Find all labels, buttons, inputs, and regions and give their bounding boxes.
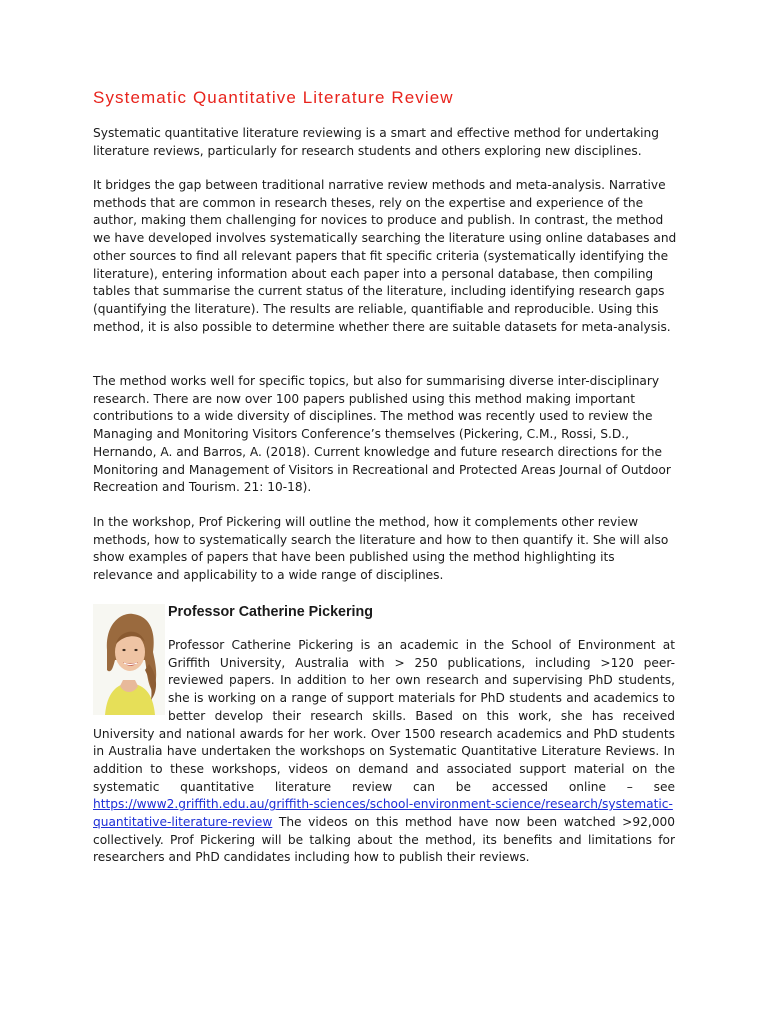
videos-link[interactable]: https://www2.griffith.edu.au/griffith-sciences/school-environment-science/research/systematic-quantitative-literature-review <box>93 797 673 830</box>
bio-text-part: Professor Catherine Pickering is an academic in the School of Environment at Griffith University, Australia with > 250 publications, including >120 peer-reviewed papers. In addition to her own research and supervising PhD students, she is working on a range of support materials for PhD students and academics to better develop their research skills. Based on this work, she has received University and national awards for her work. Over 1500 research academics and PhD students in Australia have undertaken the workshops on Systematic Quantitative Literature Reviews. In addition to these workshops, videos on demand and associated support material on the systematic quantitative literature review can be accessed online – see <box>93 638 675 794</box>
presenter-photo <box>93 604 165 715</box>
method-paragraph: It bridges the gap between traditional narrative review methods and meta-analysis. Narrative methods that are common in research theses, rely on the expertise and experience of the author, making them challenging for novices to produce and publish. In contrast, the method we have developed involves systematically searching the literature using online databases and other sources to find all relevant papers that fit specific criteria (systematically identifying the literature), entering information about each paper into a personal database, then compiling tables that summarise the current status of the literature, including identifying research gaps (quantifying the literature). The results are reliable, quantifiable and reproducible. Using this method, it is also possible to determine whether there are suitable datasets for meta-analysis. <box>93 178 677 334</box>
presenter-bio <box>93 602 675 867</box>
workshop-paragraph: In the workshop, Prof Pickering will outline the method, how it complements other review methods, how to systematically search the literature and how to then quantify it. She will also show examples of papers that have been published using the method highlighting its relevance and applicability to a wide range of disciplines. <box>93 515 669 583</box>
presenter-name: Professor Catherine Pickering <box>168 604 373 620</box>
applications-paragraph: The method works well for specific topics, but also for summarising diverse inter-disciplinary research. There are now over 100 papers published using this method making important contributions to a wide diversity of disciplines. The method was recently used to review the Managing and Monitoring Visitors Conference’s themselves (Pickering, C.M., Rossi, S.D., Hernando, A. and Barros, A. (2018). Current knowledge and future research directions for the Monitoring and Management of Visitors in Recreational and Protected Areas Journal of Outdoor Recreation and Tourism. 21: 10-18). <box>93 374 671 495</box>
intro-paragraph: Systematic quantitative literature reviewing is a smart and effective method for undertaking literature reviews, particularly for research students and others exploring new disciplines. <box>93 126 660 158</box>
page-title: Systematic Quantitative Literature Review <box>93 88 454 107</box>
bio-text <box>93 637 675 867</box>
bio-text-part: The videos on this method have now been watched >92,000 collectively. Prof Pickering will be talking about the method, its benefits and limitations for researchers and PhD candidates including how to publish their reviews. <box>93 815 675 865</box>
